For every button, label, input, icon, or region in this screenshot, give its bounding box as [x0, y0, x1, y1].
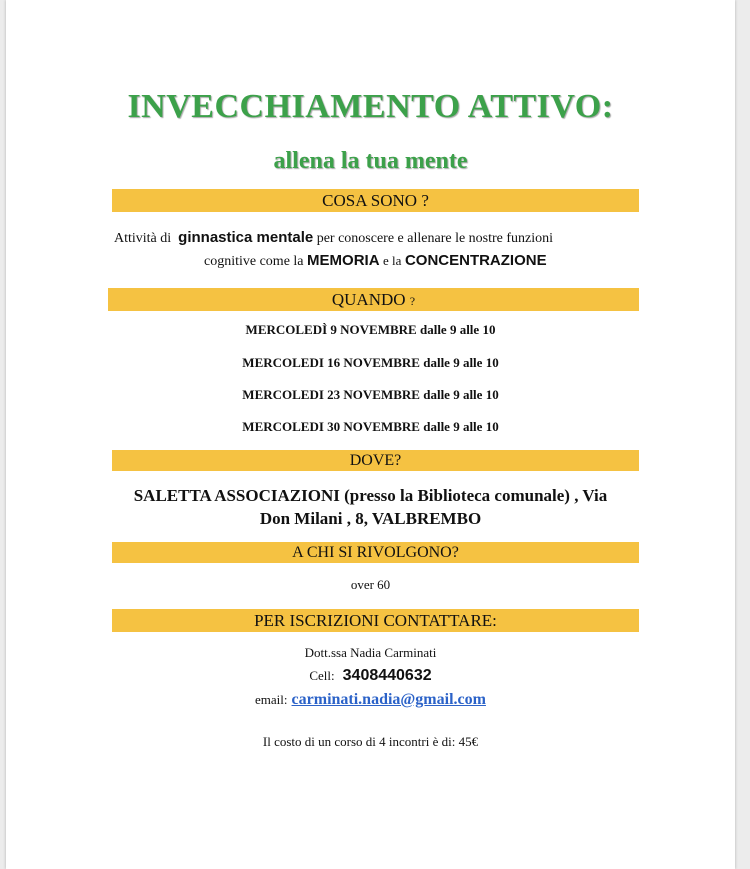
contact-email-label: email: [255, 692, 288, 707]
email-link[interactable]: carminati.nadia@gmail.com [291, 691, 486, 708]
date-line: MERCOLEDÌ 9 NOVEMBRE dalle 9 alle 10 [245, 322, 496, 337]
page-title: INVECCHIAMENTO ATTIVO: [127, 88, 614, 125]
date-line: MERCOLEDI 23 NOVEMBRE dalle 9 alle 10 [242, 387, 499, 402]
what-line-1-prefix: Attività di [114, 231, 172, 246]
section-header-when-suffix: ? [409, 294, 416, 308]
contact-cell-number[interactable]: 3408440632 [342, 667, 432, 684]
section-header-who [112, 542, 639, 563]
section-header-when [108, 288, 639, 311]
section-header-contact [112, 609, 639, 632]
section-header-who-label: A CHI SI RIVOLGONO? [292, 544, 459, 561]
section-header-when-label: QUANDO [331, 290, 406, 309]
where-address-line-2: Don Milani , 8, VALBREMBO [259, 509, 482, 528]
contact-email [6, 691, 735, 709]
section-header-what [112, 189, 639, 212]
where-address [96, 484, 645, 530]
what-line-2-mid: e la [383, 253, 402, 268]
contact-cell-label: Cell: [309, 668, 335, 683]
contact-cell [6, 667, 735, 685]
what-line-2-memoria: MEMORIA [307, 252, 380, 269]
what-line-2 [204, 252, 704, 270]
where-address-line-1: SALETTA ASSOCIAZIONI (presso la Biblioteca comunale) , Via [133, 486, 608, 505]
section-header-where-label: DOVE? [349, 452, 402, 469]
contact-name: Dott.ssa Nadia Carminati [304, 645, 437, 660]
what-line-1 [114, 229, 674, 247]
who-text: over 60 [350, 577, 391, 592]
date-line: MERCOLEDI 30 NOVEMBRE dalle 9 alle 10 [242, 419, 499, 434]
what-line-1-suffix: per conoscere e allenare le nostre funzioni [316, 231, 554, 246]
page-subtitle: allena la tua mente [273, 148, 468, 174]
cost-note: Il costo di un corso di 4 incontri è di: 45€ [262, 734, 479, 749]
what-line-2-concentrazione: CONCENTRAZIONE [404, 252, 547, 269]
what-line-2-prefix: cognitive come la [204, 254, 304, 269]
section-header-what-label: COSA SONO ? [322, 191, 429, 210]
date-line: MERCOLEDI 16 NOVEMBRE dalle 9 alle 10 [242, 355, 499, 370]
section-header-where [112, 450, 639, 471]
document-page [6, 0, 735, 869]
what-line-1-bold: ginnastica mentale [178, 229, 314, 246]
section-header-contact-label: PER ISCRIZIONI CONTATTARE: [254, 611, 497, 630]
